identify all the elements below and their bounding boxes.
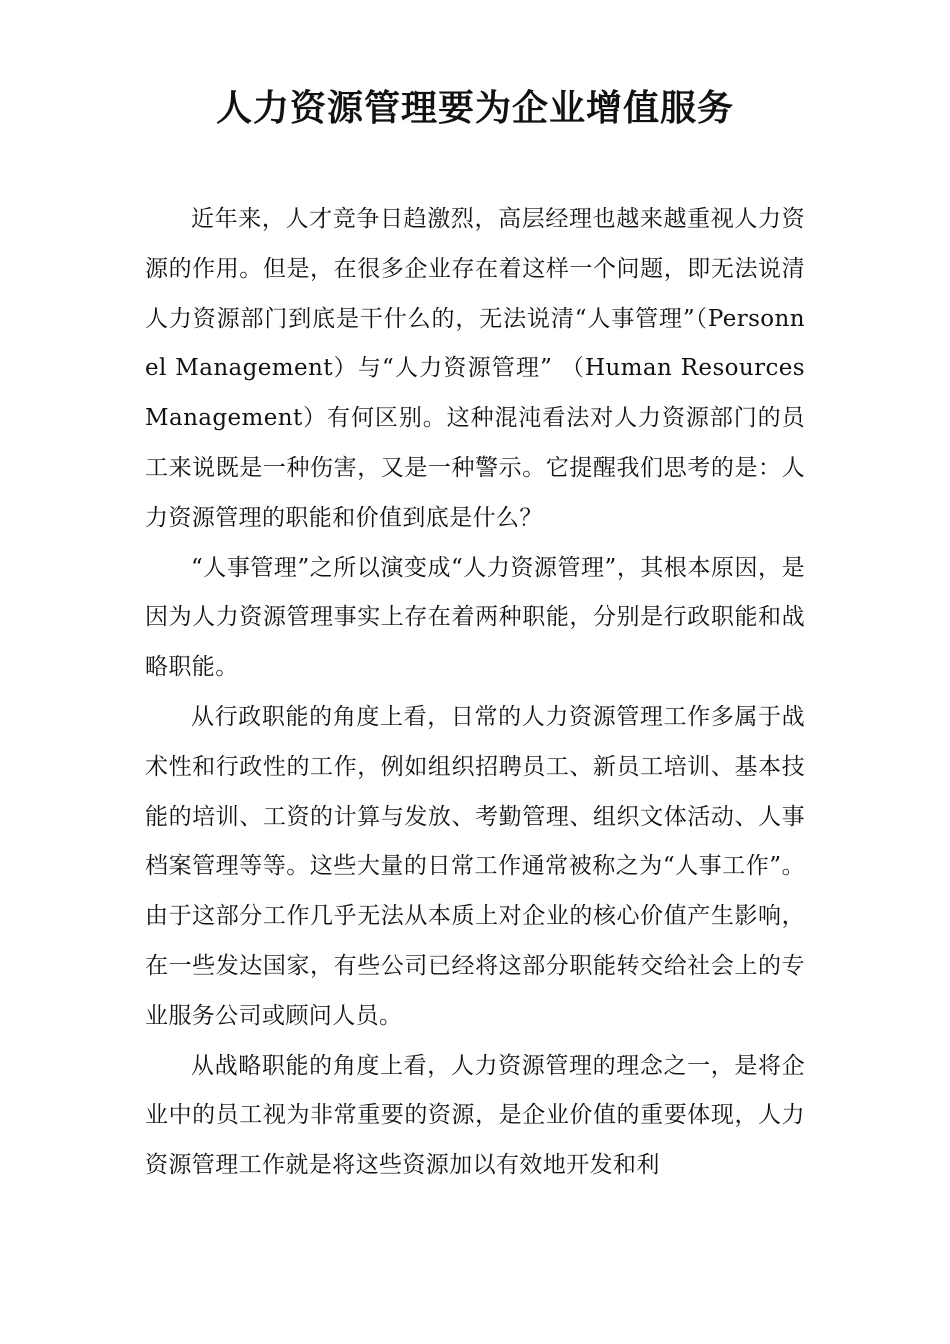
- paragraph: 近年来，人才竞争日趋激烈，高层经理也越来越重视人力资源的作用。但是，在很多企业存在着这样一个问题，即无法说清人力资源部门到底是干什么的，无法说清“人事管理”（Personnel Management）与“人力资源管理” （Human Resources Management）有何区别。这种混沌看法对人力资源部门的员工来说既是一种伤害，又是一种警示。它提醒我们思考的是：人力资源管理的职能和价值到底是什么？: [145, 206, 805, 531]
- paragraph: “人事管理”之所以演变成“人力资源管理”，其根本原因，是因为人力资源管理事实上存在着两种职能，分别是行政职能和战略职能。: [145, 554, 805, 681]
- paragraph: 从战略职能的角度上看，人力资源管理的理念之一，是将企业中的员工视为非常重要的资源，是企业价值的重要体现，人力资源管理工作就是将这些资源加以有效地开发和利: [145, 1052, 805, 1179]
- document-title: 人力资源管理要为企业增值服务: [215, 87, 734, 129]
- document-body: [145, 195, 805, 1191]
- paragraph: 从行政职能的角度上看，日常的人力资源管理工作多属于战术性和行政性的工作，例如组织招聘员工、新员工培训、基本技能的培训、工资的计算与发放、考勤管理、组织文体活动、人事档案管理等等。这些大量的日常工作通常被称之为“人事工作”。由于这部分工作几乎无法从本质上对企业的核心价值产生影响，在一些发达国家，有些公司已经将这部分职能转交给社会上的专业服务公司或顾问人员。: [145, 703, 805, 1029]
